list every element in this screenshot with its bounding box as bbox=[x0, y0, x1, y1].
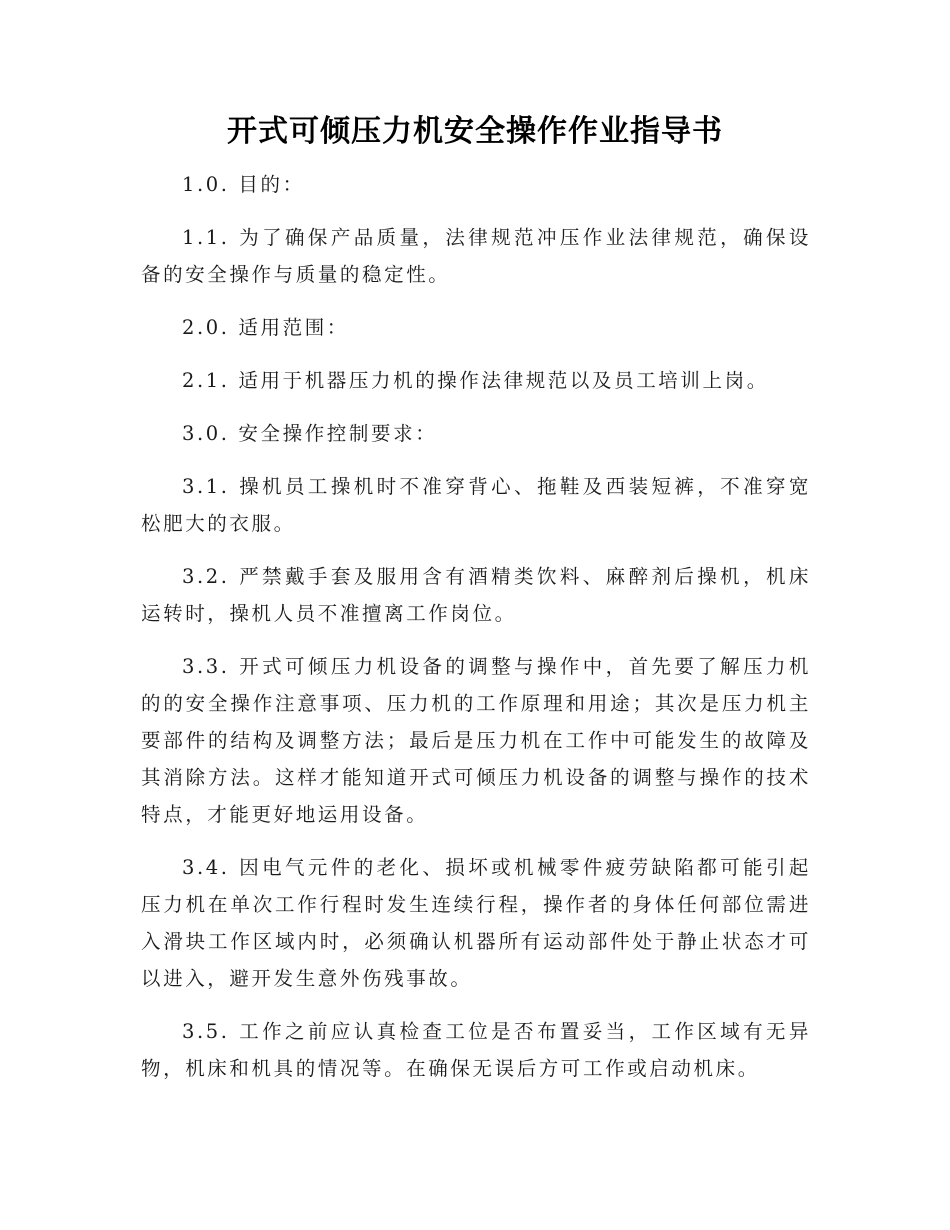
paragraph-requirement-3-4: 3.4. 因电气元件的老化、损坏或机械零件疲劳缺陷都可能引起压力机在单次工作行程时发生连续行程，操作者的身体任何部位需进入滑块工作区域内时，必须确认机器所有运动部件处于静止状态才可以进入，避开发生意外伤残事故。 bbox=[141, 856, 811, 990]
paragraph-requirement-3-5: 3.5. 工作之前应认真检查工位是否布置妥当，工作区域有无异物，机床和机具的情况等。在确保无误后方可工作或启动机床。 bbox=[141, 1020, 811, 1080]
paragraph-requirements-heading: 3.0. 安全操作控制要求： bbox=[182, 422, 438, 445]
paragraph-requirement-3-3: 3.3. 开式可倾压力机设备的调整与操作中，首先要了解压力机的的安全操作注意事项、压力机的工作原理和用途；其次是压力机主要部件的结构及调整方法；最后是压力机在工作中可能发生的故障及其消除方法。这样才能知道开式可倾压力机设备的调整与操作的技术特点，才能更好地运用设备。 bbox=[141, 655, 811, 826]
paragraph-purpose: 1.1. 为了确保产品质量，法律规范冲压作业法律规范，确保设备的安全操作与质量的稳定性。 bbox=[141, 226, 811, 286]
paragraph-requirement-3-1: 3.1. 操机员工操机时不准穿背心、拖鞋及西装短裤，不准穿宽松肥大的衣服。 bbox=[141, 475, 811, 535]
paragraph-requirement-3-2: 3.2. 严禁戴手套及服用含有酒精类饮料、麻醉剂后操机，机床运转时，操机人员不准擅离工作岗位。 bbox=[141, 565, 811, 625]
document-title: 开式可倾压力机安全操作作业指导书 bbox=[227, 114, 723, 149]
paragraph-scope-heading: 2.0. 适用范围： bbox=[182, 316, 349, 339]
paragraph-scope: 2.1. 适用于机器压力机的操作法律规范以及员工培训上岗。 bbox=[182, 369, 769, 392]
document-body bbox=[141, 166, 811, 1103]
paragraph-purpose-heading: 1.0. 目的： bbox=[182, 173, 305, 196]
